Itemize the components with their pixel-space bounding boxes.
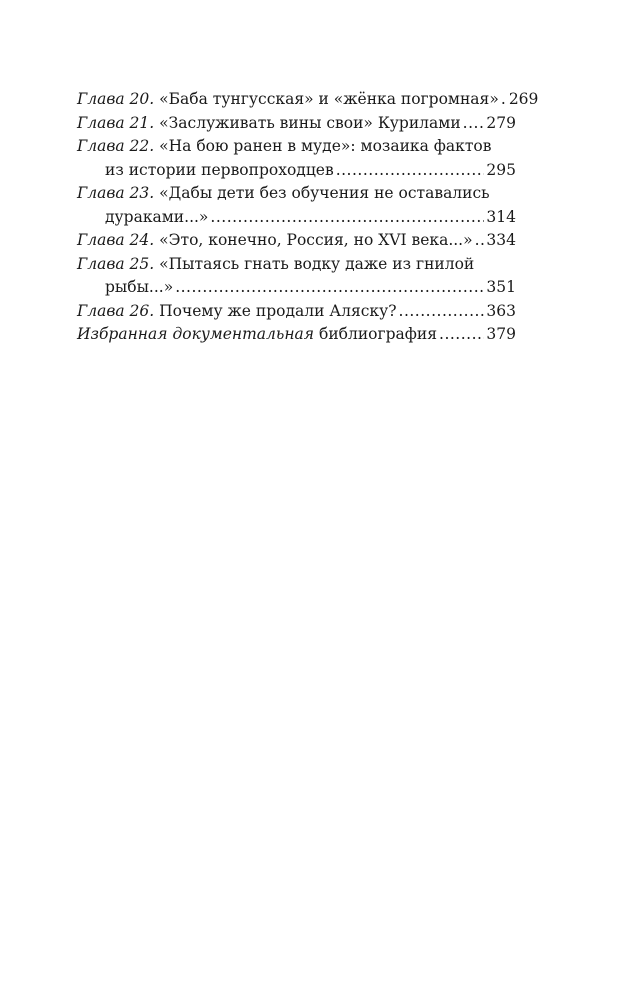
chapter-title-line-2: рыбы...»: [105, 278, 174, 296]
chapter-title: «Баба тунгусская» и «жёнка погромная»: [159, 90, 499, 108]
chapter-title-line-2: из истории первопроходцев: [105, 160, 334, 179]
page-number: 314: [486, 207, 516, 226]
dot-leader: [210, 206, 484, 230]
toc-entry-bibliography[interactable]: [77, 323, 516, 347]
toc-line-continuation: [77, 276, 516, 300]
dot-leader: [175, 276, 484, 300]
toc-line: [77, 300, 516, 324]
chapter-title: «Это, конечно, Россия, но XVI века...»: [159, 231, 473, 249]
chapter-title-line-2: дураками...»: [105, 207, 209, 226]
toc-entry-chapter-25[interactable]: [77, 253, 516, 300]
bibliography-italic-label: Избранная документальная: [77, 325, 315, 343]
chapter-number: Глава 26.: [77, 301, 155, 320]
toc-entry-chapter-22[interactable]: [77, 135, 516, 182]
chapter-number: Глава 25.: [77, 254, 155, 273]
page-number: 334: [486, 231, 516, 249]
toc-line-continuation: [77, 159, 516, 183]
page-number: 351: [486, 278, 516, 296]
bibliography-title: библиография: [318, 325, 438, 343]
toc-line: [77, 135, 516, 159]
toc-entry-chapter-21[interactable]: [77, 112, 516, 136]
toc-line: [77, 229, 516, 253]
chapter-number: Глава 23.: [77, 184, 155, 202]
chapter-title-line-1: «На бою ранен в муде»: мозаика фактов: [159, 137, 492, 155]
toc-line: [77, 182, 516, 206]
page-number: 279: [486, 113, 516, 132]
chapter-number: Глава 24.: [77, 231, 155, 249]
dot-leader: [399, 300, 485, 324]
chapter-title: «Заслуживать вины свои» Курилами: [159, 113, 461, 132]
dot-leader: [439, 323, 484, 347]
chapter-number: Глава 22.: [77, 137, 155, 155]
chapter-title-line-1: «Пытаясь гнать водку даже из гнилой: [159, 254, 475, 273]
chapter-number: Глава 20.: [77, 90, 155, 108]
page-number: 379: [486, 325, 516, 343]
page-number: 269: [508, 90, 539, 108]
toc-line: [77, 88, 539, 112]
toc-line: [77, 323, 516, 347]
chapter-number: Глава 21.: [77, 113, 155, 132]
page-number: 363: [486, 301, 516, 320]
toc-line: [77, 112, 516, 136]
dot-leader: [475, 229, 485, 253]
toc-entry-chapter-24[interactable]: [77, 229, 516, 253]
dot-leader: [501, 88, 507, 112]
toc-entry-chapter-23[interactable]: [77, 182, 516, 229]
dot-leader: [463, 112, 485, 136]
page-number: 295: [486, 160, 516, 179]
dot-leader: [336, 159, 485, 183]
toc-line: [77, 253, 516, 277]
table-of-contents: [77, 88, 539, 347]
chapter-title: Почему же продали Аляску?: [159, 301, 397, 320]
chapter-title-line-1: «Дабы дети без обучения не оставались: [159, 184, 490, 202]
toc-entry-chapter-26[interactable]: [77, 300, 516, 324]
toc-line-continuation: [77, 206, 516, 230]
toc-entry-chapter-20[interactable]: [77, 88, 539, 112]
